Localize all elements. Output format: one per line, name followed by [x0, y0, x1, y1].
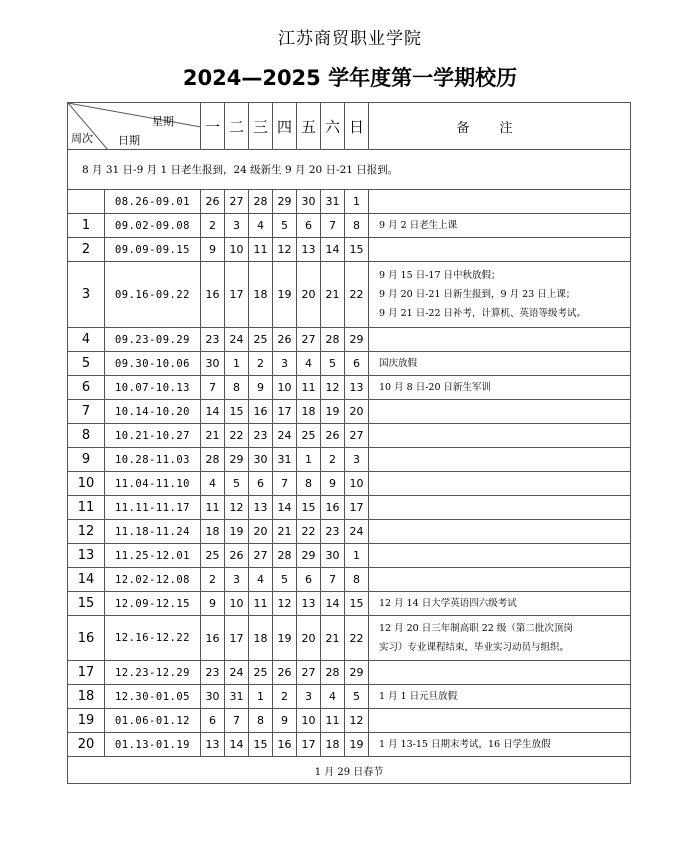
day-cell: 31 — [321, 190, 345, 214]
week-row — [68, 376, 631, 400]
date-range: 12.09-12.15 — [105, 592, 201, 616]
day-cell: 15 — [297, 496, 321, 520]
day-cell: 4 — [321, 685, 345, 709]
week-row — [68, 424, 631, 448]
week-row — [68, 568, 631, 592]
day-cell: 1 — [297, 448, 321, 472]
remark-line: 1 月 1 日元旦放假 — [379, 691, 458, 702]
day-cell: 25 — [249, 328, 273, 352]
remark-line: 9 月 21 日-22 日补考，计算机、英语等级考试。 — [379, 308, 587, 319]
day-cell: 12 — [273, 592, 297, 616]
remark-line: 9 月 20 日-21 日新生报到，9 月 23 日上课； — [379, 289, 576, 300]
week-number: 16 — [68, 616, 105, 661]
day-cell: 13 — [201, 733, 225, 757]
day-cell: 14 — [273, 496, 297, 520]
day-cell: 23 — [249, 424, 273, 448]
week-row — [68, 214, 631, 238]
remarks-cell — [369, 496, 631, 520]
day-cell: 5 — [273, 568, 297, 592]
day-cell: 7 — [201, 376, 225, 400]
day-cell: 19 — [321, 400, 345, 424]
day-cell: 22 — [345, 262, 369, 328]
day-cell: 26 — [273, 328, 297, 352]
day-cell: 7 — [321, 568, 345, 592]
date-range: 12.02-12.08 — [105, 568, 201, 592]
day-cell: 18 — [249, 616, 273, 661]
week-row — [68, 328, 631, 352]
day-cell: 11 — [249, 238, 273, 262]
day-cell: 29 — [297, 544, 321, 568]
day-cell: 3 — [225, 214, 249, 238]
day-cell: 17 — [297, 733, 321, 757]
day-cell: 2 — [321, 448, 345, 472]
day-cell: 30 — [249, 448, 273, 472]
day-cell: 23 — [201, 661, 225, 685]
date-range: 08.26-09.01 — [105, 190, 201, 214]
day-cell: 21 — [321, 616, 345, 661]
header-row — [68, 103, 631, 150]
week-row — [68, 685, 631, 709]
day-header-thu: 四 — [273, 103, 297, 150]
remarks-cell — [369, 709, 631, 733]
day-cell: 8 — [249, 709, 273, 733]
week-number: 17 — [68, 661, 105, 685]
week-row — [68, 496, 631, 520]
date-range: 12.30-01.05 — [105, 685, 201, 709]
day-cell: 26 — [321, 424, 345, 448]
date-range: 10.28-11.03 — [105, 448, 201, 472]
day-cell: 14 — [225, 733, 249, 757]
day-cell: 13 — [297, 592, 321, 616]
day-cell: 16 — [321, 496, 345, 520]
day-cell: 16 — [249, 400, 273, 424]
day-cell: 11 — [201, 496, 225, 520]
school-name: 江苏商贸职业学院 — [278, 29, 422, 49]
remarks-cell — [369, 544, 631, 568]
date-range: 12.23-12.29 — [105, 661, 201, 685]
day-cell: 11 — [249, 592, 273, 616]
day-cell: 7 — [225, 709, 249, 733]
week-row — [68, 661, 631, 685]
calendar-title: 2024—2025 学年度第一学期校历 — [182, 66, 518, 90]
remarks-cell — [369, 400, 631, 424]
day-cell: 4 — [249, 568, 273, 592]
day-cell: 28 — [321, 661, 345, 685]
date-range: 10.07-10.13 — [105, 376, 201, 400]
day-cell: 19 — [345, 733, 369, 757]
day-cell: 5 — [225, 472, 249, 496]
intro-row — [68, 150, 631, 190]
week-number: 6 — [68, 376, 105, 400]
day-cell: 6 — [297, 214, 321, 238]
day-cell: 18 — [201, 520, 225, 544]
remarks-cell — [369, 190, 631, 214]
day-cell: 25 — [297, 424, 321, 448]
day-cell: 5 — [345, 685, 369, 709]
week-number: 9 — [68, 448, 105, 472]
day-cell: 9 — [201, 592, 225, 616]
remarks-cell — [369, 568, 631, 592]
week-number: 20 — [68, 733, 105, 757]
day-cell: 12 — [321, 376, 345, 400]
day-cell: 6 — [201, 709, 225, 733]
day-cell: 14 — [321, 592, 345, 616]
day-cell: 30 — [201, 352, 225, 376]
day-header-mon: 一 — [201, 103, 225, 150]
date-range: 12.16-12.22 — [105, 616, 201, 661]
remarks-cell — [369, 472, 631, 496]
week-number: 4 — [68, 328, 105, 352]
footer-note: 1 月 29 日春节 — [68, 757, 631, 784]
day-cell: 19 — [225, 520, 249, 544]
week-number — [68, 190, 105, 214]
day-cell: 10 — [297, 709, 321, 733]
day-cell: 2 — [273, 685, 297, 709]
week-row — [68, 238, 631, 262]
remark-line: 9 月 15 日-17 日中秋放假； — [379, 270, 501, 281]
week-row — [68, 544, 631, 568]
week-row — [68, 190, 631, 214]
day-cell: 9 — [201, 238, 225, 262]
day-cell: 24 — [225, 328, 249, 352]
date-range: 09.30-10.06 — [105, 352, 201, 376]
remark-line: 国庆放假 — [379, 358, 418, 369]
day-cell: 17 — [273, 400, 297, 424]
date-range: 11.04-11.10 — [105, 472, 201, 496]
remarks-cell — [369, 376, 631, 400]
day-cell: 28 — [201, 448, 225, 472]
remark-line: 10 月 8 日-20 日新生军训 — [379, 382, 492, 393]
day-cell: 12 — [273, 238, 297, 262]
day-cell: 6 — [297, 568, 321, 592]
day-cell: 23 — [321, 520, 345, 544]
remark-line: 1 月 13-15 日期末考试，16 日学生放假 — [379, 739, 551, 750]
day-cell: 29 — [345, 661, 369, 685]
day-cell: 14 — [201, 400, 225, 424]
day-cell: 21 — [321, 262, 345, 328]
day-cell: 3 — [225, 568, 249, 592]
day-cell: 20 — [297, 262, 321, 328]
day-cell: 29 — [273, 190, 297, 214]
remarks-cell — [369, 328, 631, 352]
week-number: 12 — [68, 520, 105, 544]
day-cell: 30 — [201, 685, 225, 709]
week-row — [68, 592, 631, 616]
day-cell: 4 — [249, 214, 273, 238]
day-cell: 19 — [273, 616, 297, 661]
remarks-cell — [369, 424, 631, 448]
day-cell: 11 — [297, 376, 321, 400]
day-cell: 24 — [273, 424, 297, 448]
intro-note: 8 月 31 日-9 月 1 日老生报到，24 级新生 9 月 20 日-21 日报到。 — [68, 150, 631, 190]
day-cell: 5 — [321, 352, 345, 376]
day-cell: 29 — [225, 448, 249, 472]
week-row — [68, 472, 631, 496]
day-cell: 5 — [273, 214, 297, 238]
day-cell: 20 — [249, 520, 273, 544]
day-cell: 6 — [345, 352, 369, 376]
week-number: 5 — [68, 352, 105, 376]
day-cell: 1 — [225, 352, 249, 376]
day-cell: 1 — [345, 190, 369, 214]
day-cell: 27 — [297, 661, 321, 685]
footer-row — [68, 757, 631, 784]
week-number: 14 — [68, 568, 105, 592]
day-cell: 27 — [297, 328, 321, 352]
week-number: 18 — [68, 685, 105, 709]
day-cell: 12 — [345, 709, 369, 733]
week-number: 19 — [68, 709, 105, 733]
week-number: 15 — [68, 592, 105, 616]
day-cell: 27 — [249, 544, 273, 568]
day-cell: 16 — [201, 262, 225, 328]
day-cell: 13 — [297, 238, 321, 262]
diagonal-header-cell — [68, 103, 201, 150]
day-cell: 30 — [321, 544, 345, 568]
day-cell: 28 — [249, 190, 273, 214]
day-cell: 2 — [201, 214, 225, 238]
day-cell: 11 — [321, 709, 345, 733]
day-cell: 25 — [249, 661, 273, 685]
day-cell: 3 — [273, 352, 297, 376]
week-number: 7 — [68, 400, 105, 424]
day-cell: 8 — [345, 568, 369, 592]
day-cell: 21 — [273, 520, 297, 544]
day-cell: 12 — [225, 496, 249, 520]
date-range: 01.06-01.12 — [105, 709, 201, 733]
weekday-axis-label: 星期 — [152, 115, 174, 128]
remark-line: 12 月 14 日大学英语四六级考试 — [379, 598, 517, 609]
day-cell: 6 — [249, 472, 273, 496]
day-cell: 27 — [345, 424, 369, 448]
day-cell: 29 — [345, 328, 369, 352]
day-cell: 8 — [225, 376, 249, 400]
day-cell: 20 — [345, 400, 369, 424]
date-range: 09.09-09.15 — [105, 238, 201, 262]
date-range: 11.18-11.24 — [105, 520, 201, 544]
date-range: 10.14-10.20 — [105, 400, 201, 424]
date-range: 09.02-09.08 — [105, 214, 201, 238]
remarks-header: 备注 — [369, 103, 631, 150]
day-cell: 19 — [273, 262, 297, 328]
day-cell: 13 — [345, 376, 369, 400]
day-cell: 10 — [273, 376, 297, 400]
day-cell: 9 — [321, 472, 345, 496]
weeks-body — [68, 190, 631, 757]
day-cell: 15 — [345, 238, 369, 262]
day-cell: 17 — [345, 496, 369, 520]
day-cell: 15 — [225, 400, 249, 424]
day-cell: 28 — [321, 328, 345, 352]
day-cell: 8 — [345, 214, 369, 238]
date-range: 10.21-10.27 — [105, 424, 201, 448]
day-cell: 30 — [297, 190, 321, 214]
day-cell: 31 — [225, 685, 249, 709]
week-number: 10 — [68, 472, 105, 496]
day-cell: 25 — [201, 544, 225, 568]
week-row — [68, 448, 631, 472]
remarks-cell — [369, 616, 631, 661]
day-cell: 3 — [297, 685, 321, 709]
day-cell: 26 — [201, 190, 225, 214]
day-cell: 28 — [273, 544, 297, 568]
remarks-cell — [369, 238, 631, 262]
remarks-cell — [369, 214, 631, 238]
remark-line: 12 月 20 日三年制高职 22 级（第二批次顶岗 — [379, 623, 573, 634]
day-cell: 24 — [225, 661, 249, 685]
day-cell: 1 — [345, 544, 369, 568]
day-cell: 17 — [225, 262, 249, 328]
remarks-cell — [369, 262, 631, 328]
week-row — [68, 733, 631, 757]
day-cell: 10 — [225, 592, 249, 616]
remark-line: 实习）专业课程结束，毕业实习动员与组织。 — [379, 642, 570, 653]
week-row — [68, 520, 631, 544]
date-range: 09.16-09.22 — [105, 262, 201, 328]
school-calendar-table — [67, 102, 631, 784]
day-cell: 3 — [345, 448, 369, 472]
week-row — [68, 616, 631, 661]
day-cell: 31 — [273, 448, 297, 472]
day-cell: 13 — [249, 496, 273, 520]
date-range: 11.11-11.17 — [105, 496, 201, 520]
date-range: 01.13-01.19 — [105, 733, 201, 757]
day-cell: 8 — [297, 472, 321, 496]
day-cell: 7 — [321, 214, 345, 238]
week-axis-label: 周次 — [71, 132, 93, 145]
day-cell: 26 — [225, 544, 249, 568]
day-cell: 26 — [273, 661, 297, 685]
day-cell: 22 — [345, 616, 369, 661]
day-cell: 27 — [225, 190, 249, 214]
week-row — [68, 262, 631, 328]
day-header-tue: 二 — [225, 103, 249, 150]
remarks-cell — [369, 661, 631, 685]
day-cell: 9 — [273, 709, 297, 733]
day-cell: 7 — [273, 472, 297, 496]
date-axis-label: 日期 — [118, 134, 140, 147]
remarks-cell — [369, 352, 631, 376]
week-number: 1 — [68, 214, 105, 238]
day-header-sun: 日 — [345, 103, 369, 150]
week-number: 11 — [68, 496, 105, 520]
day-cell: 4 — [297, 352, 321, 376]
day-cell: 10 — [225, 238, 249, 262]
week-number: 8 — [68, 424, 105, 448]
day-header-sat: 六 — [321, 103, 345, 150]
day-cell: 4 — [201, 472, 225, 496]
day-cell: 10 — [345, 472, 369, 496]
week-number: 13 — [68, 544, 105, 568]
remarks-cell — [369, 685, 631, 709]
day-cell: 15 — [249, 733, 273, 757]
day-cell: 17 — [225, 616, 249, 661]
day-cell: 24 — [345, 520, 369, 544]
week-row — [68, 400, 631, 424]
remarks-cell — [369, 733, 631, 757]
day-cell: 14 — [321, 238, 345, 262]
week-number: 2 — [68, 238, 105, 262]
day-cell: 2 — [201, 568, 225, 592]
week-row — [68, 709, 631, 733]
remarks-cell — [369, 448, 631, 472]
date-range: 11.25-12.01 — [105, 544, 201, 568]
day-cell: 18 — [249, 262, 273, 328]
day-header-wed: 三 — [249, 103, 273, 150]
remarks-cell — [369, 520, 631, 544]
day-cell: 22 — [225, 424, 249, 448]
week-number: 3 — [68, 262, 105, 328]
day-cell: 2 — [249, 352, 273, 376]
day-cell: 9 — [249, 376, 273, 400]
day-cell: 22 — [297, 520, 321, 544]
day-header-fri: 五 — [297, 103, 321, 150]
remarks-cell — [369, 592, 631, 616]
day-cell: 15 — [345, 592, 369, 616]
day-cell: 18 — [321, 733, 345, 757]
day-cell: 20 — [297, 616, 321, 661]
day-cell: 18 — [297, 400, 321, 424]
week-row — [68, 352, 631, 376]
day-cell: 23 — [201, 328, 225, 352]
day-cell: 21 — [201, 424, 225, 448]
day-cell: 1 — [249, 685, 273, 709]
date-range: 09.23-09.29 — [105, 328, 201, 352]
remark-line: 9 月 2 日老生上课 — [379, 220, 458, 231]
day-cell: 16 — [201, 616, 225, 661]
day-cell: 16 — [273, 733, 297, 757]
